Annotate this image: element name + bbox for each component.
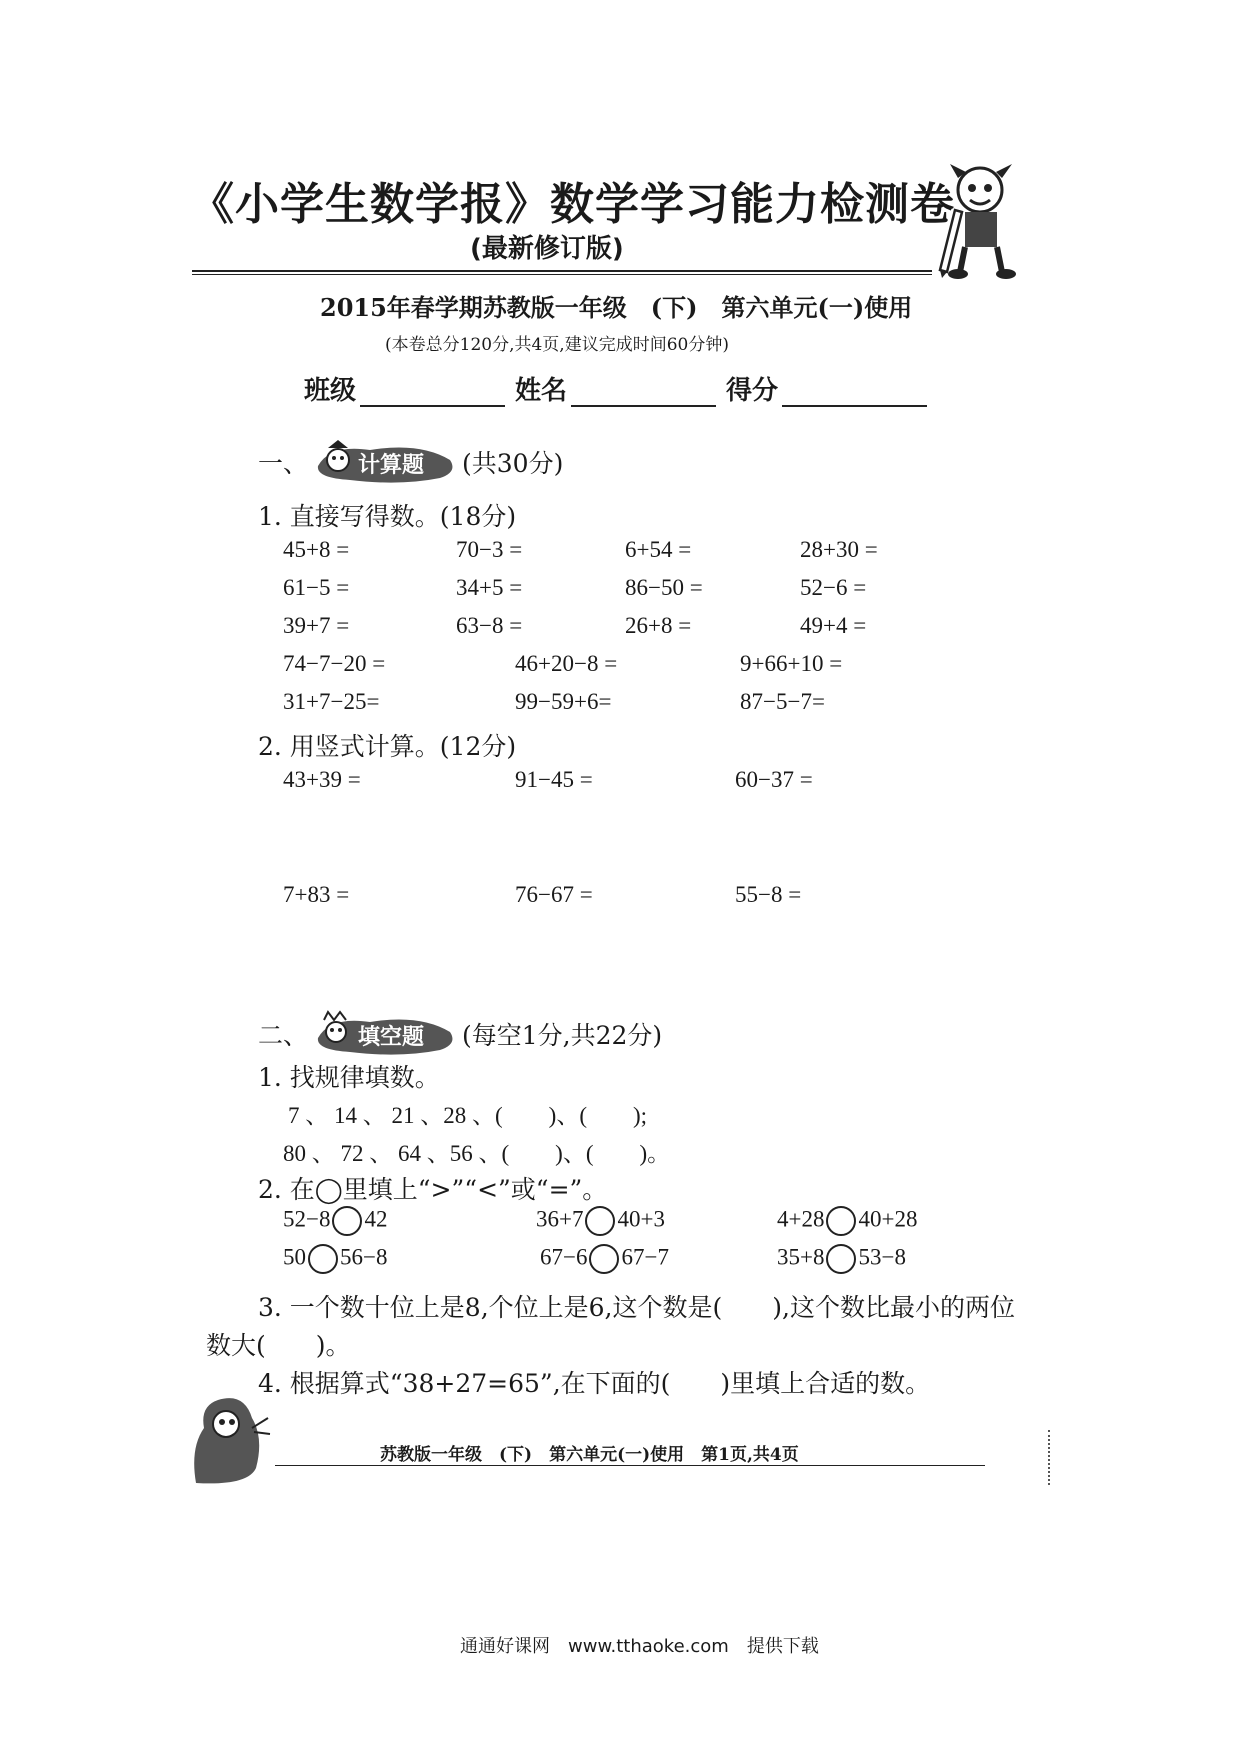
section2-heading	[258, 1010, 662, 1058]
compare-left: 36+7	[536, 1206, 584, 1232]
compare-right: 40+3	[617, 1206, 665, 1232]
section1-badge-label: 计算题	[358, 453, 425, 478]
arith-item: 45+8 =	[283, 537, 350, 562]
exam-subtitle: 2015年春学期苏教版一年级 (下) 第六单元(一)使用	[320, 293, 913, 322]
arith-item: 31+7−25=	[283, 689, 380, 714]
compare-item	[283, 1206, 387, 1236]
section1-points: (共30分)	[462, 449, 564, 478]
arith-item: 26+8 =	[625, 613, 692, 638]
name-blank[interactable]	[571, 379, 716, 407]
section2-number: 二、	[258, 1021, 309, 1050]
arith-item: 6+54 =	[625, 537, 692, 562]
edition-label: (最新修订版)	[470, 234, 624, 264]
compare-circle[interactable]	[332, 1206, 362, 1236]
compare-right: 40+28	[858, 1206, 918, 1232]
section2-q2-label: 2. 在◯里填上“>”“<”或“=”。	[258, 1175, 608, 1204]
score-blank[interactable]	[782, 379, 927, 407]
compare-circle[interactable]	[589, 1244, 619, 1274]
compare-item	[536, 1206, 665, 1236]
compare-left: 35+8	[777, 1244, 825, 1270]
compare-left: 52−8	[283, 1206, 331, 1232]
class-label: 班级	[304, 376, 357, 406]
download-watermark: 通通好课网 www.tthaoke.com 提供下载	[460, 1636, 819, 1657]
section2-q4-label: 4. 根据算式“38+27=65”,在下面的( )里填上合适的数。	[258, 1369, 931, 1398]
compare-right: 67−7	[621, 1244, 669, 1270]
arith-item: 70−3 =	[456, 537, 523, 562]
compare-item	[283, 1244, 387, 1274]
section2-points: (每空1分,共22分)	[462, 1021, 663, 1050]
vertical-calc-item: 76−67 =	[515, 882, 593, 907]
cartoon-pencil-mascot-icon	[930, 160, 1035, 280]
compare-circle[interactable]	[308, 1244, 338, 1274]
arith-item: 39+7 =	[283, 613, 350, 638]
compare-circle[interactable]	[826, 1244, 856, 1274]
section2-q3-line1: 3. 一个数十位上是8,个位上是6,这个数是( ),这个数比最小的两位	[258, 1293, 1015, 1322]
vertical-calc-item: 43+39 =	[283, 767, 361, 792]
compare-item	[777, 1206, 917, 1236]
compare-left: 67−6	[540, 1244, 588, 1270]
arith-item: 46+20−8 =	[515, 651, 618, 676]
section1-heading	[258, 438, 563, 486]
compare-item	[540, 1244, 669, 1274]
compare-item	[777, 1244, 906, 1274]
score-label: 得分	[726, 376, 779, 406]
pattern-line: 7 、 14 、 21 、28 、( )、( );	[288, 1103, 648, 1128]
exam-note: (本卷总分120分,共4页,建议完成时间60分钟)	[385, 335, 729, 355]
section2-q3-line2: 数大( )。	[206, 1331, 351, 1360]
compare-right: 53−8	[858, 1244, 906, 1270]
section1-badge	[310, 438, 460, 486]
student-info-fields	[304, 370, 937, 407]
arith-item: 49+4 =	[800, 613, 867, 638]
section2-q1-label: 1. 找规律填数。	[258, 1063, 440, 1092]
header-rule-thin	[192, 274, 932, 275]
scan-edge-mark	[1048, 1430, 1050, 1485]
footer-text: 苏教版一年级 (下) 第六单元(一)使用 第1页,共4页	[380, 1445, 799, 1465]
compare-left: 50	[283, 1244, 306, 1270]
name-label: 姓名	[515, 376, 568, 406]
cartoon-mascot-icon	[186, 1388, 271, 1488]
compare-right: 56−8	[340, 1244, 388, 1270]
header-rule	[192, 270, 932, 272]
vertical-calc-item: 60−37 =	[735, 767, 813, 792]
arith-item: 87−5−7=	[740, 689, 825, 714]
arith-item: 28+30 =	[800, 537, 878, 562]
section1-number: 一、	[258, 449, 309, 478]
section1-q2-label: 2. 用竖式计算。(12分)	[258, 732, 517, 761]
compare-left: 4+28	[777, 1206, 825, 1232]
arith-item: 34+5 =	[456, 575, 523, 600]
vertical-calc-item: 7+83 =	[283, 882, 350, 907]
pattern-line: 80 、 72 、 64 、56 、( )、( )。	[283, 1141, 671, 1166]
vertical-calc-item: 91−45 =	[515, 767, 593, 792]
arith-item: 99−59+6=	[515, 689, 612, 714]
arith-item: 74−7−20 =	[283, 651, 386, 676]
vertical-calc-item: 55−8 =	[735, 882, 802, 907]
arith-item: 61−5 =	[283, 575, 350, 600]
arith-item: 52−6 =	[800, 575, 867, 600]
section1-q1-label: 1. 直接写得数。(18分)	[258, 502, 517, 531]
arith-item: 63−8 =	[456, 613, 523, 638]
compare-circle[interactable]	[826, 1206, 856, 1236]
arith-item: 86−50 =	[625, 575, 703, 600]
page-title: 《小学生数学报》数学学习能力检测卷	[190, 179, 955, 230]
section2-badge-label: 填空题	[358, 1025, 425, 1050]
compare-circle[interactable]	[585, 1206, 615, 1236]
compare-right: 42	[364, 1206, 388, 1232]
class-blank[interactable]	[360, 379, 505, 407]
footer-rule	[275, 1465, 985, 1466]
arith-item: 9+66+10 =	[740, 651, 843, 676]
section2-badge	[310, 1010, 460, 1058]
